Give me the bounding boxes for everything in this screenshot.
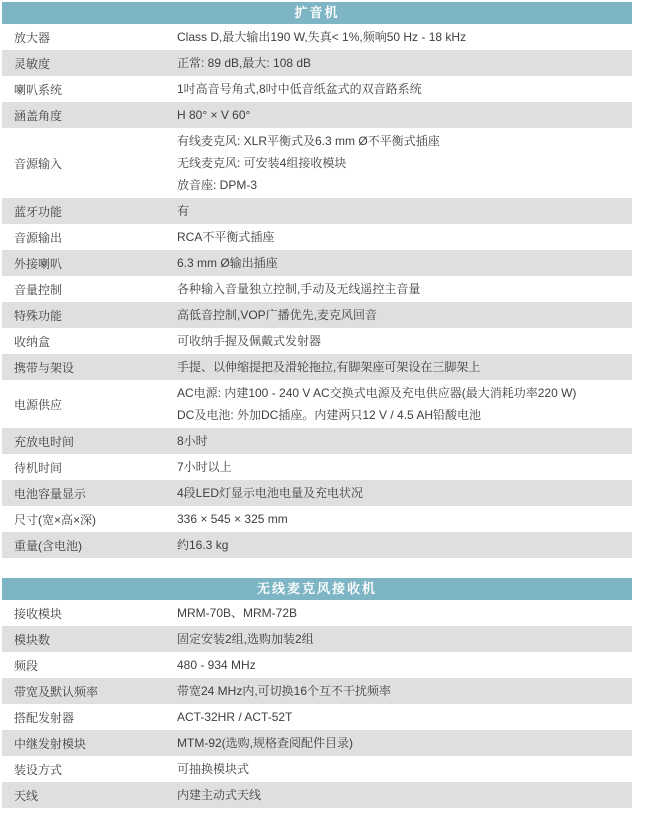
spec-label: 蓝牙功能 bbox=[14, 204, 63, 219]
spec-label: 尺寸(宽×高×深) bbox=[14, 512, 97, 527]
section-header-title: 扩音机 bbox=[2, 2, 632, 24]
spec-section bbox=[2, 578, 632, 808]
spec-label: 充放电时间 bbox=[14, 434, 75, 449]
spec-value bbox=[177, 704, 632, 730]
spec-value-line: 1吋高音号角式,8吋中低音纸盆式的双音路系统 bbox=[177, 82, 422, 96]
spec-section bbox=[2, 2, 632, 558]
table-row bbox=[2, 480, 632, 506]
spec-value-line: 固定安装2组,选购加装2组 bbox=[177, 632, 314, 646]
spec-label: 频段 bbox=[14, 658, 39, 673]
spec-label: 重量(含电池) bbox=[14, 538, 82, 553]
spec-label: 音源输入 bbox=[14, 156, 63, 171]
spec-label: 带宽及默认频率 bbox=[14, 684, 99, 699]
table-row bbox=[2, 428, 632, 454]
spec-value-line: 336 × 545 × 325 mm bbox=[177, 512, 288, 526]
spec-value-line: 高低音控制,VOP广播优先,麦克风回音 bbox=[177, 308, 378, 322]
spec-value bbox=[177, 652, 632, 678]
spec-value bbox=[177, 328, 632, 354]
spec-label: 放大器 bbox=[14, 30, 51, 45]
spec-value-line: 4段LED灯显示电池电量及充电状况 bbox=[177, 486, 364, 500]
table-row bbox=[2, 250, 632, 276]
spec-value bbox=[177, 454, 632, 480]
table-row bbox=[2, 50, 632, 76]
spec-value bbox=[177, 250, 632, 276]
spec-label: 中继发射模块 bbox=[14, 736, 87, 751]
spec-value bbox=[177, 380, 632, 428]
spec-label: 搭配发射器 bbox=[14, 710, 75, 725]
table-row bbox=[2, 328, 632, 354]
spec-value bbox=[177, 532, 632, 558]
spec-value-line: 可抽换模块式 bbox=[177, 762, 250, 776]
spec-value-line: RCA不平衡式插座 bbox=[177, 230, 275, 244]
spec-value bbox=[177, 302, 632, 328]
table-row bbox=[2, 102, 632, 128]
spec-value-line: 放音座: DPM-3 bbox=[177, 178, 258, 192]
section-rows bbox=[2, 600, 632, 808]
spec-value bbox=[177, 626, 632, 652]
spec-value-line: 7小时以上 bbox=[177, 460, 232, 474]
table-row bbox=[2, 652, 632, 678]
spec-label: 音量控制 bbox=[14, 282, 63, 297]
table-row bbox=[2, 626, 632, 652]
spec-value-line: 有 bbox=[177, 204, 190, 218]
spec-value bbox=[177, 600, 632, 626]
spec-value-line: Class D,最大输出190 W,失真< 1%,频响50 Hz - 18 kHz bbox=[177, 30, 467, 44]
spec-value-line: AC电源: 内建100 - 240 V AC交换式电源及充电供应器(最大消耗功率220 W) bbox=[177, 386, 577, 400]
spec-value-line: 480 - 934 MHz bbox=[177, 658, 256, 672]
spec-value-line: 带宽24 MHz内,可切换16个互不干扰频率 bbox=[177, 684, 392, 698]
table-row bbox=[2, 224, 632, 250]
spec-value bbox=[177, 506, 632, 532]
spec-value bbox=[177, 354, 632, 380]
spec-value-line: 正常: 89 dB,最大: 108 dB bbox=[177, 56, 312, 70]
table-row bbox=[2, 24, 632, 50]
table-row bbox=[2, 276, 632, 302]
spec-value bbox=[177, 782, 632, 808]
table-row bbox=[2, 380, 632, 428]
table-row bbox=[2, 678, 632, 704]
spec-label: 电源供应 bbox=[14, 397, 63, 412]
spec-label: 装设方式 bbox=[14, 762, 63, 777]
table-row bbox=[2, 76, 632, 102]
spec-value-line: ACT-32HR / ACT-52T bbox=[177, 710, 293, 724]
table-row bbox=[2, 198, 632, 224]
spec-label: 电池容量显示 bbox=[14, 486, 87, 501]
spec-value-line: 约16.3 kg bbox=[177, 538, 229, 552]
spec-label: 灵敏度 bbox=[14, 56, 51, 71]
spec-value-line: 6.3 mm Ø输出插座 bbox=[177, 256, 278, 270]
spec-label: 天线 bbox=[14, 788, 39, 803]
spec-value bbox=[177, 428, 632, 454]
spec-value-line: 有线麦克风: XLR平衡式及6.3 mm Ø不平衡式插座 bbox=[177, 134, 440, 148]
section-rows bbox=[2, 24, 632, 558]
spec-value bbox=[177, 50, 632, 76]
spec-value-line: 无线麦克风: 可安装4组接收模块 bbox=[177, 156, 347, 170]
table-row bbox=[2, 704, 632, 730]
spec-label: 携带与架设 bbox=[14, 360, 75, 375]
spec-label: 涵盖角度 bbox=[14, 108, 63, 123]
spec-value-line: 手提、以伸缩提把及滑轮拖拉,有脚架座可架设在三脚架上 bbox=[177, 360, 481, 374]
table-row bbox=[2, 782, 632, 808]
spec-value bbox=[177, 128, 632, 198]
table-row bbox=[2, 730, 632, 756]
spec-value bbox=[177, 276, 632, 302]
spec-value-line: 8小时 bbox=[177, 434, 208, 448]
spec-value-line: 可收纳手握及佩戴式发射器 bbox=[177, 334, 322, 348]
spec-label: 音源输出 bbox=[14, 230, 63, 245]
table-row bbox=[2, 128, 632, 198]
spec-value bbox=[177, 224, 632, 250]
spec-value-line: MRM-70B、MRM-72B bbox=[177, 606, 298, 620]
spec-value bbox=[177, 480, 632, 506]
spec-value-line: 各种输入音量独立控制,手动及无线遥控主音量 bbox=[177, 282, 421, 296]
spec-label: 模块数 bbox=[14, 632, 51, 647]
spec-value-line: H 80° × V 60° bbox=[177, 108, 251, 122]
table-row bbox=[2, 756, 632, 782]
spec-label: 接收模块 bbox=[14, 606, 63, 621]
spec-value bbox=[177, 24, 632, 50]
spec-value bbox=[177, 678, 632, 704]
table-row bbox=[2, 302, 632, 328]
spec-label: 外接喇叭 bbox=[14, 256, 63, 271]
spec-label: 收纳盒 bbox=[14, 334, 51, 349]
spec-value-line: 内建主动式天线 bbox=[177, 788, 262, 802]
spec-value bbox=[177, 756, 632, 782]
spec-label: 待机时间 bbox=[14, 460, 63, 475]
spec-value bbox=[177, 730, 632, 756]
section-header-title: 无线麦克风接收机 bbox=[2, 578, 632, 600]
spec-value-line: DC及电池: 外加DC插座。内建两只12 V / 4.5 AH铅酸电池 bbox=[177, 408, 482, 422]
spec-label: 特殊功能 bbox=[14, 308, 63, 323]
table-row bbox=[2, 506, 632, 532]
table-row bbox=[2, 532, 632, 558]
table-row bbox=[2, 600, 632, 626]
table-row bbox=[2, 454, 632, 480]
spec-value-line: MTM-92(选购,规格查阅配件目录) bbox=[177, 736, 353, 750]
spec-label: 喇叭系统 bbox=[14, 82, 63, 97]
spec-value bbox=[177, 102, 632, 128]
spec-value bbox=[177, 76, 632, 102]
table-row bbox=[2, 354, 632, 380]
spec-value bbox=[177, 198, 632, 224]
